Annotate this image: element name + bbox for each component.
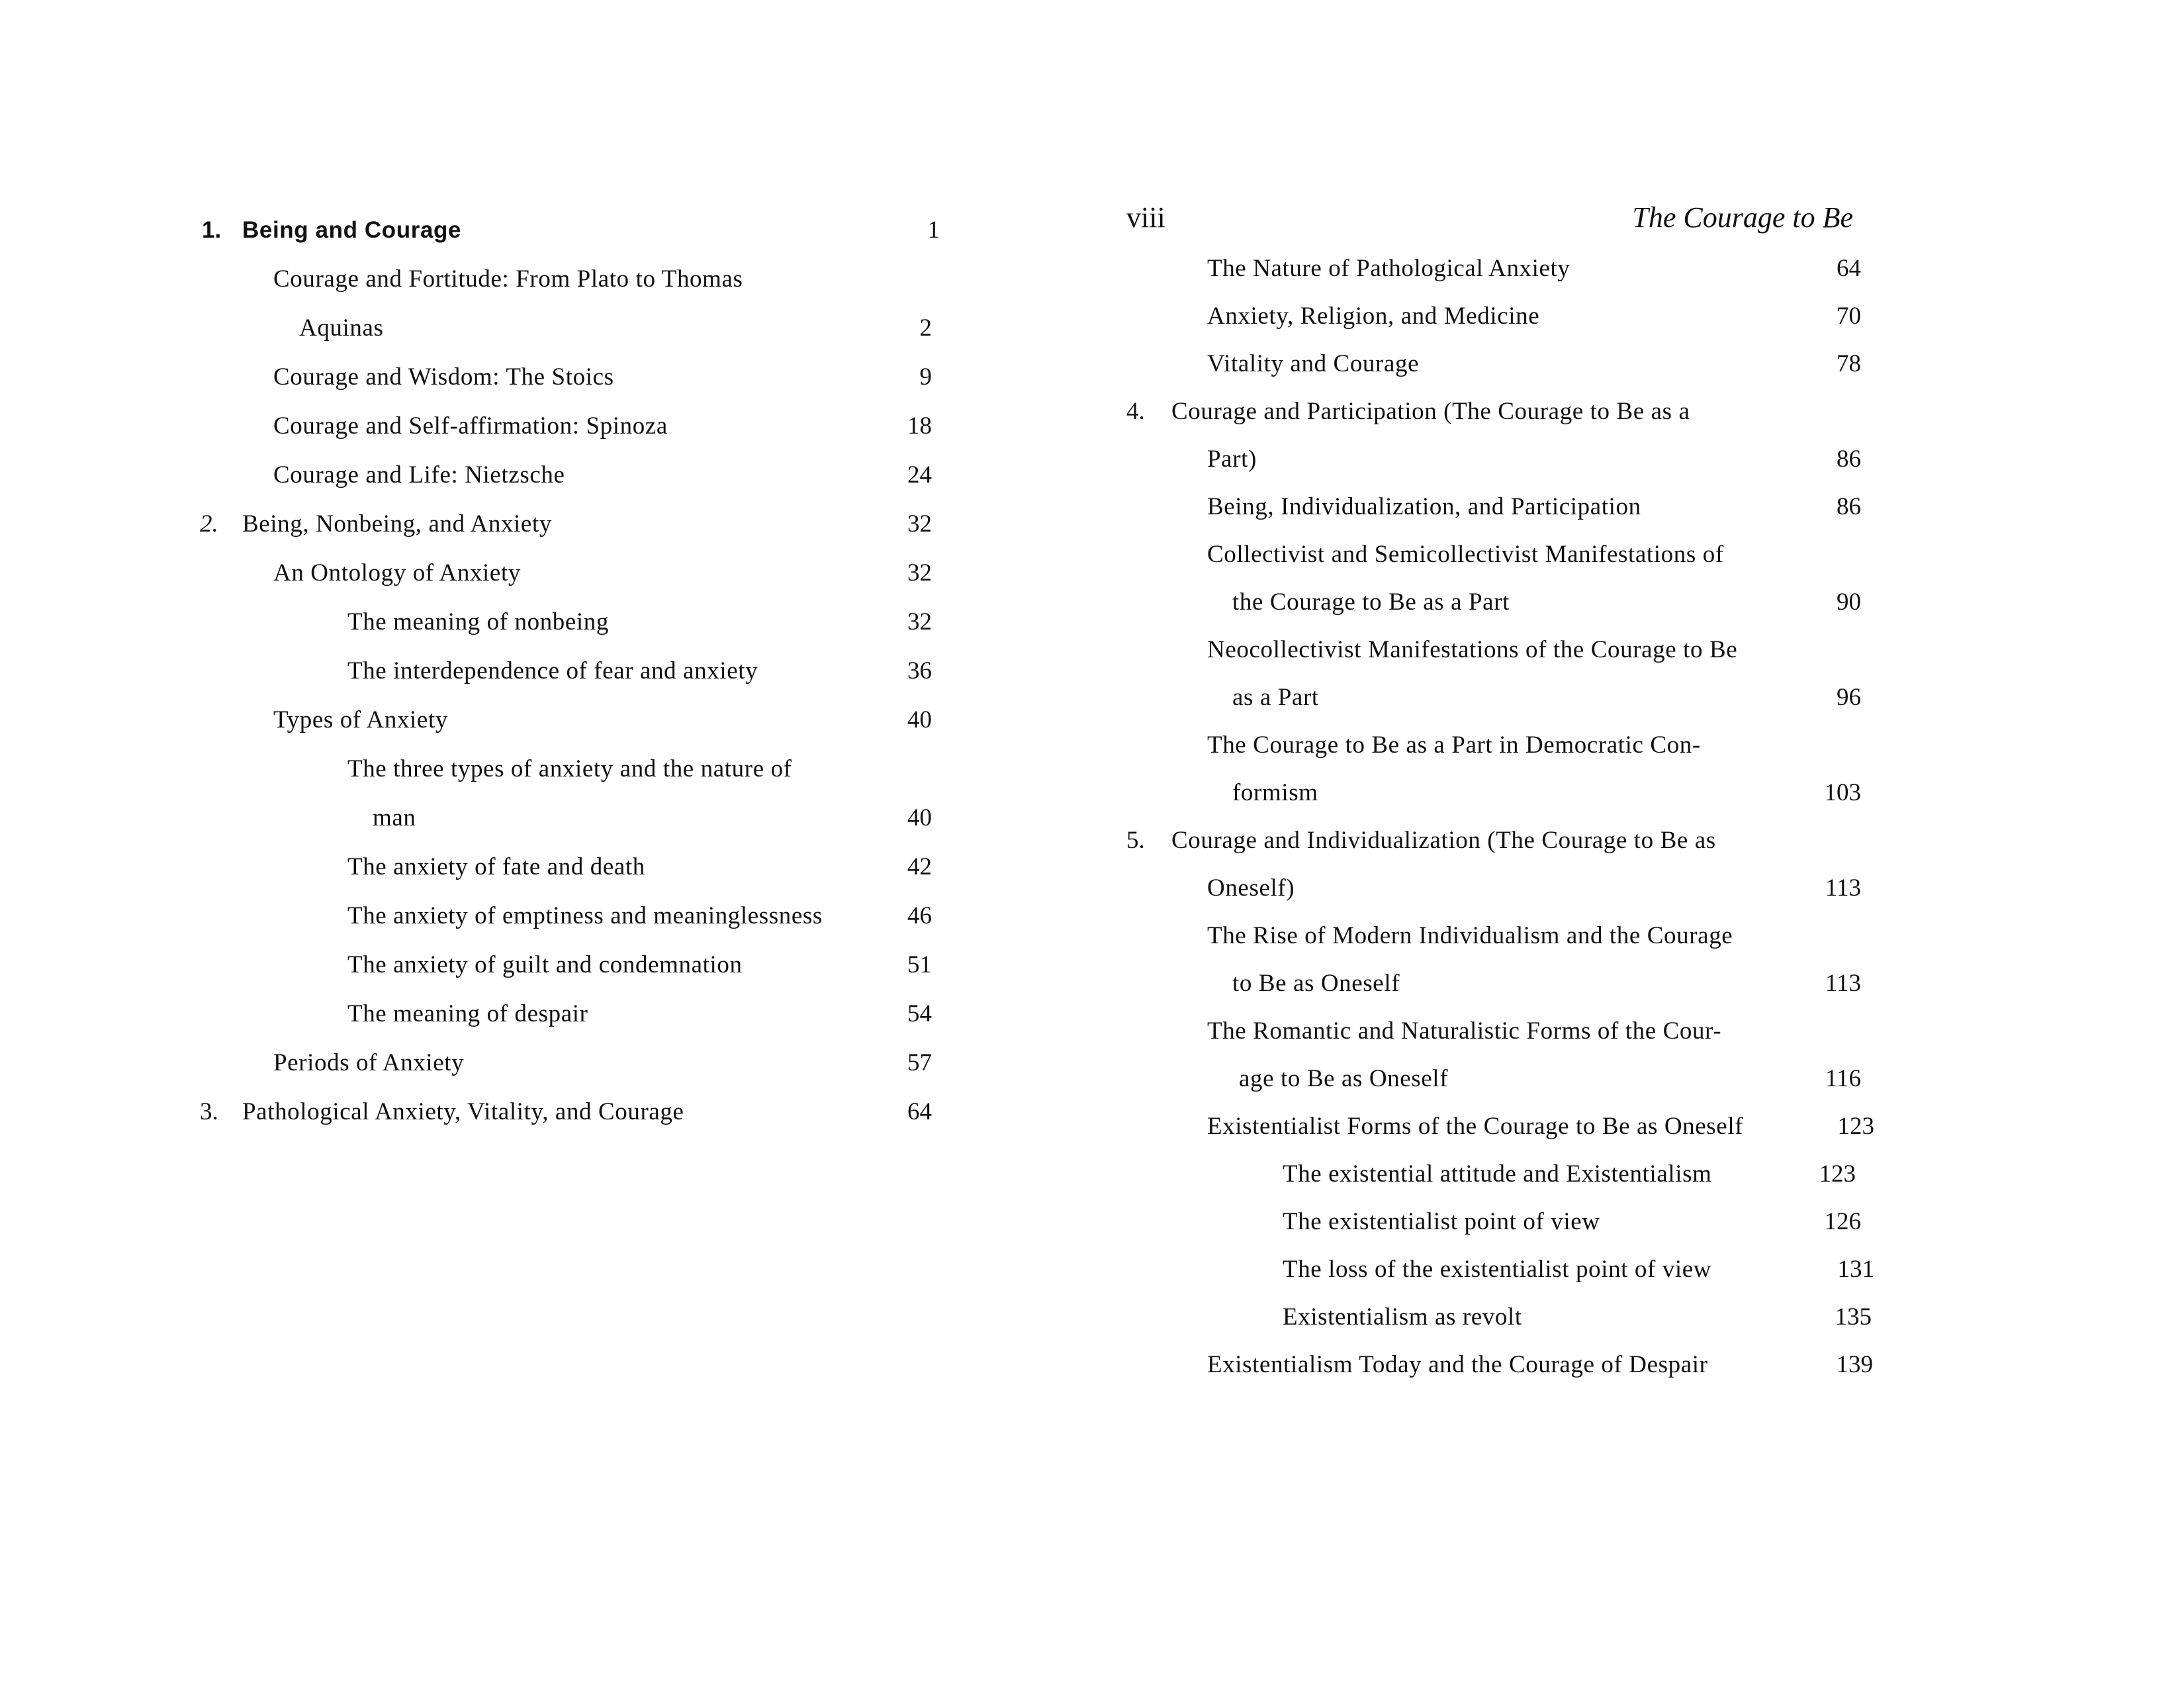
toc-page-number: 18: [907, 412, 932, 440]
toc-page-number: 36: [907, 657, 932, 684]
toc-page-number: 126: [1824, 1208, 1861, 1235]
toc-page-number: 103: [1824, 779, 1861, 806]
toc-section-title: The Courage to Be as a Part in Democratic Con-: [1207, 731, 1701, 759]
toc-page-number: 32: [907, 559, 932, 586]
toc-section-title: The Romantic and Naturalistic Forms of the Cour-: [1207, 1017, 1722, 1045]
toc-subsection-title: Existentialism as revolt: [1283, 1303, 1522, 1331]
toc-page-number: 86: [1837, 445, 1861, 473]
toc-page-number: 131: [1837, 1256, 1874, 1283]
toc-subsection-title: The anxiety of fate and death: [347, 853, 645, 880]
toc-section-title: Neocollectivist Manifestations of the Courage to Be: [1207, 636, 1738, 663]
toc-section-title-cont: the Courage to Be as a Part: [1232, 588, 1510, 616]
toc-chapter-title: Pathological Anxiety, Vitality, and Courage: [242, 1098, 684, 1125]
toc-page-number: 90: [1837, 588, 1861, 616]
toc-page-number: 78: [1837, 350, 1861, 377]
toc-page-number: 123: [1819, 1160, 1856, 1188]
toc-page-number: 40: [907, 804, 932, 831]
folio: viii: [1126, 201, 1165, 234]
toc-section-title: The Rise of Modern Individualism and the Courage: [1207, 922, 1733, 949]
toc-section-title: Courage and Fortitude: From Plato to Thomas: [273, 265, 743, 293]
toc-subsection-title: The meaning of nonbeing: [347, 608, 610, 635]
toc-page-number: 24: [907, 461, 932, 489]
toc-section-title: Types of Anxiety: [273, 706, 448, 733]
toc-page-number: 51: [907, 951, 932, 978]
toc-page-number: 57: [907, 1049, 932, 1076]
toc-chapter-title-cont: Part): [1207, 445, 1257, 473]
toc-subsection-title: The anxiety of guilt and condemnation: [347, 951, 743, 978]
book-title: The Courage to Be: [1632, 201, 1853, 234]
toc-section-title: The Nature of Pathological Anxiety: [1207, 255, 1570, 282]
toc-subsection-title: The meaning of despair: [347, 1000, 588, 1027]
toc-page-number: 40: [907, 706, 932, 733]
chapter-number: 1.: [202, 217, 222, 243]
toc-page-number: 113: [1825, 874, 1861, 902]
toc-chapter-title: Courage and Participation (The Courage to Be as a: [1171, 398, 1690, 425]
toc-section-title-cont: formism: [1232, 779, 1318, 806]
right-page: [1092, 0, 2184, 1688]
toc-page-number: 123: [1837, 1113, 1874, 1140]
toc-subsection-title-cont: man: [373, 804, 416, 831]
toc-page-number: 64: [1837, 255, 1861, 282]
toc-section-title-cont: as a Part: [1232, 684, 1319, 711]
toc-section-title-cont: to Be as Oneself: [1232, 970, 1400, 997]
toc-subsection-title: The loss of the existentialist point of view: [1283, 1256, 1712, 1283]
toc-page-number: 1: [927, 216, 940, 244]
toc-page-number: 32: [907, 608, 932, 635]
toc-chapter-title: Being and Courage: [242, 217, 462, 243]
toc-page-number: 86: [1837, 493, 1861, 520]
chapter-number: 4.: [1126, 398, 1145, 425]
toc-section-title: Existentialist Forms of the Courage to Be as Oneself: [1207, 1113, 1744, 1140]
chapter-number: 3.: [200, 1098, 218, 1125]
toc-section-title-cont: age to Be as Oneself: [1239, 1065, 1449, 1092]
toc-page-number: 64: [907, 1098, 932, 1125]
toc-section-title: Existentialism Today and the Courage of Despair: [1207, 1351, 1708, 1378]
toc-section-title: Collectivist and Semicollectivist Manifestations of: [1207, 541, 1724, 568]
toc-page-number: 96: [1837, 684, 1861, 711]
toc-page-number: 113: [1825, 970, 1861, 997]
toc-section-title: An Ontology of Anxiety: [273, 559, 521, 586]
toc-subsection-title: The existential attitude and Existentialism: [1283, 1160, 1712, 1188]
toc-section-title: Vitality and Courage: [1207, 350, 1420, 377]
toc-subsection-title: The existentialist point of view: [1283, 1208, 1600, 1235]
toc-section-title: Courage and Wisdom: The Stoics: [273, 363, 614, 391]
toc-section-title: Courage and Life: Nietzsche: [273, 461, 565, 489]
toc-subsection-title: The interdependence of fear and anxiety: [347, 657, 758, 684]
running-head: [1126, 197, 1853, 238]
toc-chapter-title: Being, Nonbeing, and Anxiety: [242, 510, 552, 538]
toc-chapter-title-cont: Oneself): [1207, 874, 1295, 902]
toc-page-number: 42: [907, 853, 932, 880]
toc-page-number: 9: [919, 363, 932, 391]
toc-page-number: 70: [1837, 303, 1861, 330]
toc-page-number: 32: [907, 510, 932, 538]
toc-page-number: 139: [1836, 1351, 1873, 1378]
toc-page-number: 54: [907, 1000, 932, 1027]
toc-chapter-title: Courage and Individualization (The Courage to Be as: [1171, 827, 1716, 854]
toc-page-number: 135: [1835, 1303, 1872, 1331]
toc-section-title: Periods of Anxiety: [273, 1049, 465, 1076]
chapter-number: 2.: [200, 510, 218, 538]
toc-subsection-title: The three types of anxiety and the nature of: [347, 755, 792, 782]
toc-subsection-title: The anxiety of emptiness and meaninglessness: [347, 902, 823, 929]
toc-section-title: Being, Individualization, and Participation: [1207, 493, 1641, 520]
chapter-number: 5.: [1126, 827, 1145, 854]
toc-section-title-cont: Aquinas: [299, 314, 384, 342]
toc-page-number: 2: [919, 314, 932, 342]
toc-page-number: 46: [907, 902, 932, 929]
toc-section-title: Courage and Self-affirmation: Spinoza: [273, 412, 668, 440]
toc-section-title: Anxiety, Religion, and Medicine: [1207, 303, 1540, 330]
toc-page-number: 116: [1825, 1065, 1861, 1092]
